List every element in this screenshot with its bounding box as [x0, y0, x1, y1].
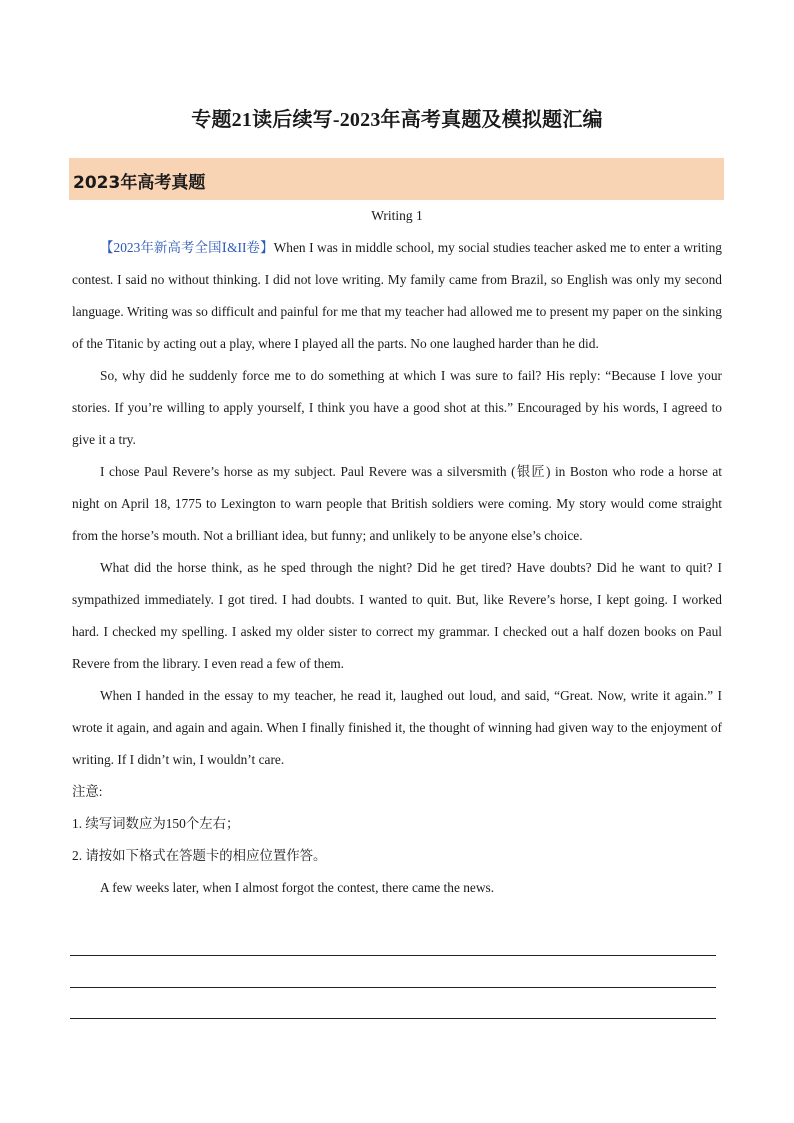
answer-line [70, 987, 716, 988]
answer-line [70, 1018, 716, 1019]
passage-paragraph-4: What did the horse think, as he sped through the night? Did he get tired? Have doubts? Did he want to quit? I sympathized immediately. I got tired. I had doubts. I wanted to quit. But, like Revere’s horse, I kept going. I worked hard. I checked my spelling. I asked my older sister to correct my grammar. I checked out a half dozen books on Paul Revere from the library. I even read a few of them. [72, 560, 722, 671]
answer-line [70, 955, 716, 956]
note-item-2: 2. 请按如下格式在答题卡的相应位置作答。 [72, 848, 327, 863]
exam-source-tag: 【2023年新高考全国Ⅰ&II卷】 [100, 240, 274, 255]
writing-label: Writing 1 [371, 208, 423, 223]
passage-paragraph-2: So, why did he suddenly force me to do something at which I was sure to fail? His reply: “Because I love your stories. If you’re willing to apply yourself, I think you have a good shot at this.” Encouraged by his words, I agreed to give it a try. [72, 368, 722, 447]
passage-paragraph-1 [72, 232, 722, 360]
document-title: 专题21读后续写-2023年高考真题及模拟题汇编 [191, 109, 603, 131]
section-heading-band [69, 158, 724, 200]
continuation-prompt: A few weeks later, when I almost forgot the contest, there came the news. [100, 880, 495, 895]
passage-paragraph-5: When I handed in the essay to my teacher, he read it, laughed out loud, and said, “Great. Now, write it again.” I wrote it again, and again and again. When I finally finished it, the thought of winning had given way to the enjoyment of writing. If I didn’t win, I wouldn’t care. [72, 688, 722, 767]
note-item-1: 1. 续写词数应为150个左右； [72, 816, 240, 831]
passage [72, 232, 722, 904]
passage-paragraph-3: I chose Paul Revere’s horse as my subject. Paul Revere was a silversmith (银匠) in Boston who rode a horse at night on April 18, 1775 to Lexington to warn people that British soldiers were coming. My story would come straight from the horse’s mouth. Not a brilliant idea, but funny; and unlikely to be anyone else’s choice. [72, 464, 722, 543]
notes-label: 注意: [72, 784, 103, 799]
paragraph-text: When I was in middle school, my social studies teacher asked me to enter a writing contest. I said no without thinking. I did not love writing. My family came from Brazil, so English was only my second language. Writing was so difficult and painful for me that my teacher had allowed me to present my paper on the sinking of the Titanic by acting out a play, where I played all the parts. No one laughed harder than he did. [72, 240, 723, 351]
section-heading: 2023年高考真题 [73, 173, 206, 193]
